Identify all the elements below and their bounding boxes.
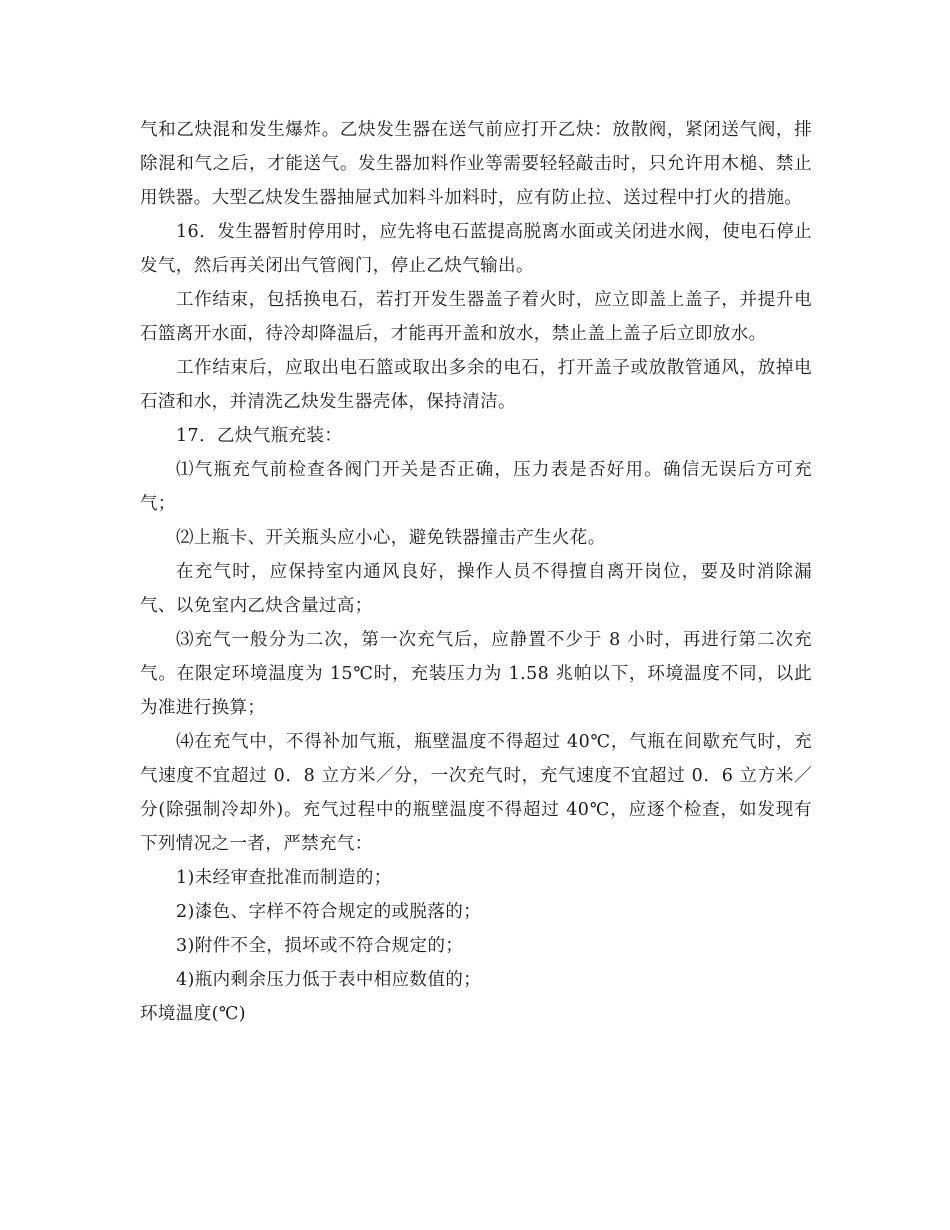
- document-body: [140, 113, 812, 1031]
- paragraph-item-17-3: ⑶充气一般分为二次，第一次充气后，应静置不少于 8 小时，再进行第二次充气。在限定环境温度为 15℃时，充装压力为 1.58 兆帕以下，环境温度不同，以此为准进行换算；: [140, 630, 812, 718]
- list-item-4: 4)瓶内剩余压力低于表中相应数值的；: [176, 970, 482, 990]
- list-item-3: 3)附件不全，损坏或不符合规定的；: [176, 936, 464, 956]
- paragraph-item-17-1: ⑴气瓶充气前检查各阀门开关是否正确，压力表是否好用。确信无误后方可充气；: [140, 460, 812, 514]
- paragraph-item-16: 16．发生器暂肘停用时，应先将电石蓝提高脱离水面或关闭进水阀，使电石停止发气，然后再关闭出气管阀门，停止乙炔气输出。: [140, 222, 812, 276]
- paragraph-item-17-4: ⑷在充气中，不得补加气瓶，瓶壁温度不得超过 40℃，气瓶在间歇充气时，充气速度不宜超过 0．8 立方米／分，一次充气时，充气速度不宜超过 0．6 立方米／分(除强制冷却外)。充气过程中的瓶壁温度不得超过 40℃，应逐个检查，如发现有下列情况之一者，严禁充气：: [140, 732, 812, 854]
- paragraph-item-17-2: ⑵上瓶卡、开关瓶头应小心，避免铁器撞击产生火花。: [176, 528, 606, 548]
- table-caption-temperature: 环境温度(℃): [140, 1004, 247, 1024]
- paragraph-item-17-heading: 17．乙炔气瓶充装：: [176, 426, 343, 446]
- list-item-1: 1)未经审查批准而制造的；: [176, 868, 392, 888]
- paragraph-continuation: 气和乙炔混和发生爆炸。乙炔发生器在送气前应打开乙炔：放散阀，紧闭送气阀，排除混和气之后，才能送气。发生器加料作业等需要轻轻敲击时，只允许用木槌、禁止用铁器。大型乙炔发生器抽屉式加料斗加料时，应有防止拉、送过程中打火的措施。: [140, 120, 812, 208]
- paragraph-work-end: 工作结束，包括换电石，若打开发生器盖子着火时，应立即盖上盖子，并提升电石篮离开水面，待冷却降温后，才能再开盖和放水，禁止盖上盖子后立即放水。: [140, 290, 812, 344]
- paragraph-after-work: 工作结束后，应取出电石篮或取出多余的电石，打开盖子或放散管通风，放掉电石渣和水，并清洗乙炔发生器壳体，保持清洁。: [140, 358, 812, 412]
- paragraph-ventilation: 在充气时，应保持室内通风良好，操作人员不得擅自离开岗位，要及时消除漏气、以免室内乙炔含量过高；: [140, 562, 812, 616]
- list-item-2: 2)漆色、字样不符合规定的或脱落的；: [176, 902, 482, 922]
